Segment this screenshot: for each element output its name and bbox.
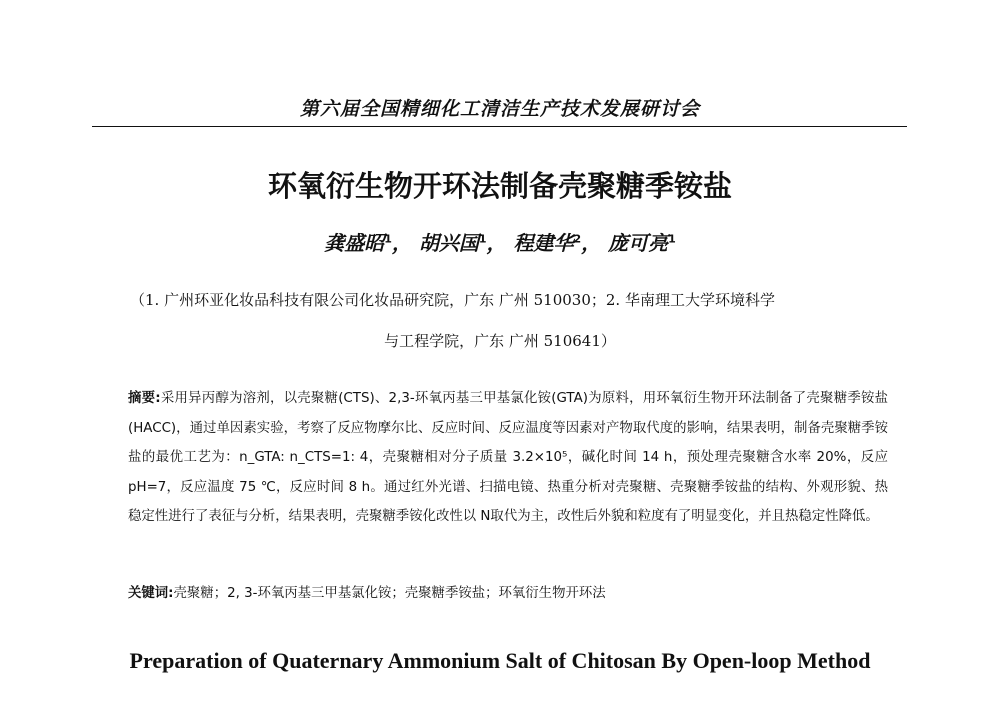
affiliation-line-2: 与工程学院，广东 广州 510641）	[384, 332, 616, 350]
abstract-text: 采用异丙醇为溶剂，以壳聚糖(CTS)、2,3-环氧丙基三甲基氯化铵(GTA)为原料，用环氧衍生物开环法制备了壳聚糖季铵盐(HACC)，通过单因素实验，考察了反应物摩尔比、反应时间、反应温度等因素对产物取代度的影响，结果表明，制备壳聚糖季铵盐的最优工艺为：n_GTA: n_CTS=1: 4，壳聚糖相对分子质量 3.2×10⁵，碱化时间 14 h，预处理壳聚糖含水率 20%，反应 pH=7，反应温度 75 ℃，反应时间 8 h。通过红外光谱、扫描电镜、热重分析对壳聚糖、壳聚糖季铵盐的结构、外观形貌、热稳定性进行了表征与分析，结果表明，壳聚糖季铵化改性以 N取代为主，改性后外貌和粒度有了明显变化，并且热稳定性降低。	[128, 391, 889, 524]
keywords	[128, 582, 888, 601]
author-affiliation-mark: 1	[384, 232, 392, 246]
author-affiliation-mark: 1	[478, 232, 487, 246]
english-title: Preparation of Quaternary Ammonium Salt of Chitosan By Open-loop Method	[129, 648, 871, 673]
author-line	[0, 227, 1000, 256]
author-separator: ，	[486, 231, 507, 255]
author-name: 程建华	[513, 231, 574, 255]
conference-header: 第六届全国精细化工清洁生产技术发展研讨会	[299, 98, 700, 120]
author-name: 庞可亮	[608, 231, 669, 255]
author-affiliation-mark: 2	[573, 232, 582, 246]
abstract	[128, 384, 888, 532]
chinese-title: 环氧衍生物开环法制备壳聚糖季铵盐	[267, 169, 732, 203]
abstract-label: 摘要:	[128, 391, 161, 406]
author-name: 龚盛昭	[324, 231, 385, 255]
header-rule	[92, 126, 907, 127]
author-name: 胡兴国	[418, 231, 479, 255]
author-separator: ，	[391, 231, 412, 255]
author-affiliation-mark: 1	[668, 232, 676, 246]
keywords-text: 壳聚糖；2, 3-环氧丙基三甲基氯化铵；壳聚糖季铵盐；环氧衍生物开环法	[173, 586, 606, 601]
author-separator: ，	[581, 231, 602, 255]
keywords-label: 关键词:	[128, 586, 174, 601]
affiliation-line-1: （1. 广州环亚化妆品科技有限公司化妆品研究院，广东 广州 510030；2. 华南理工大学环境科学	[130, 291, 775, 309]
